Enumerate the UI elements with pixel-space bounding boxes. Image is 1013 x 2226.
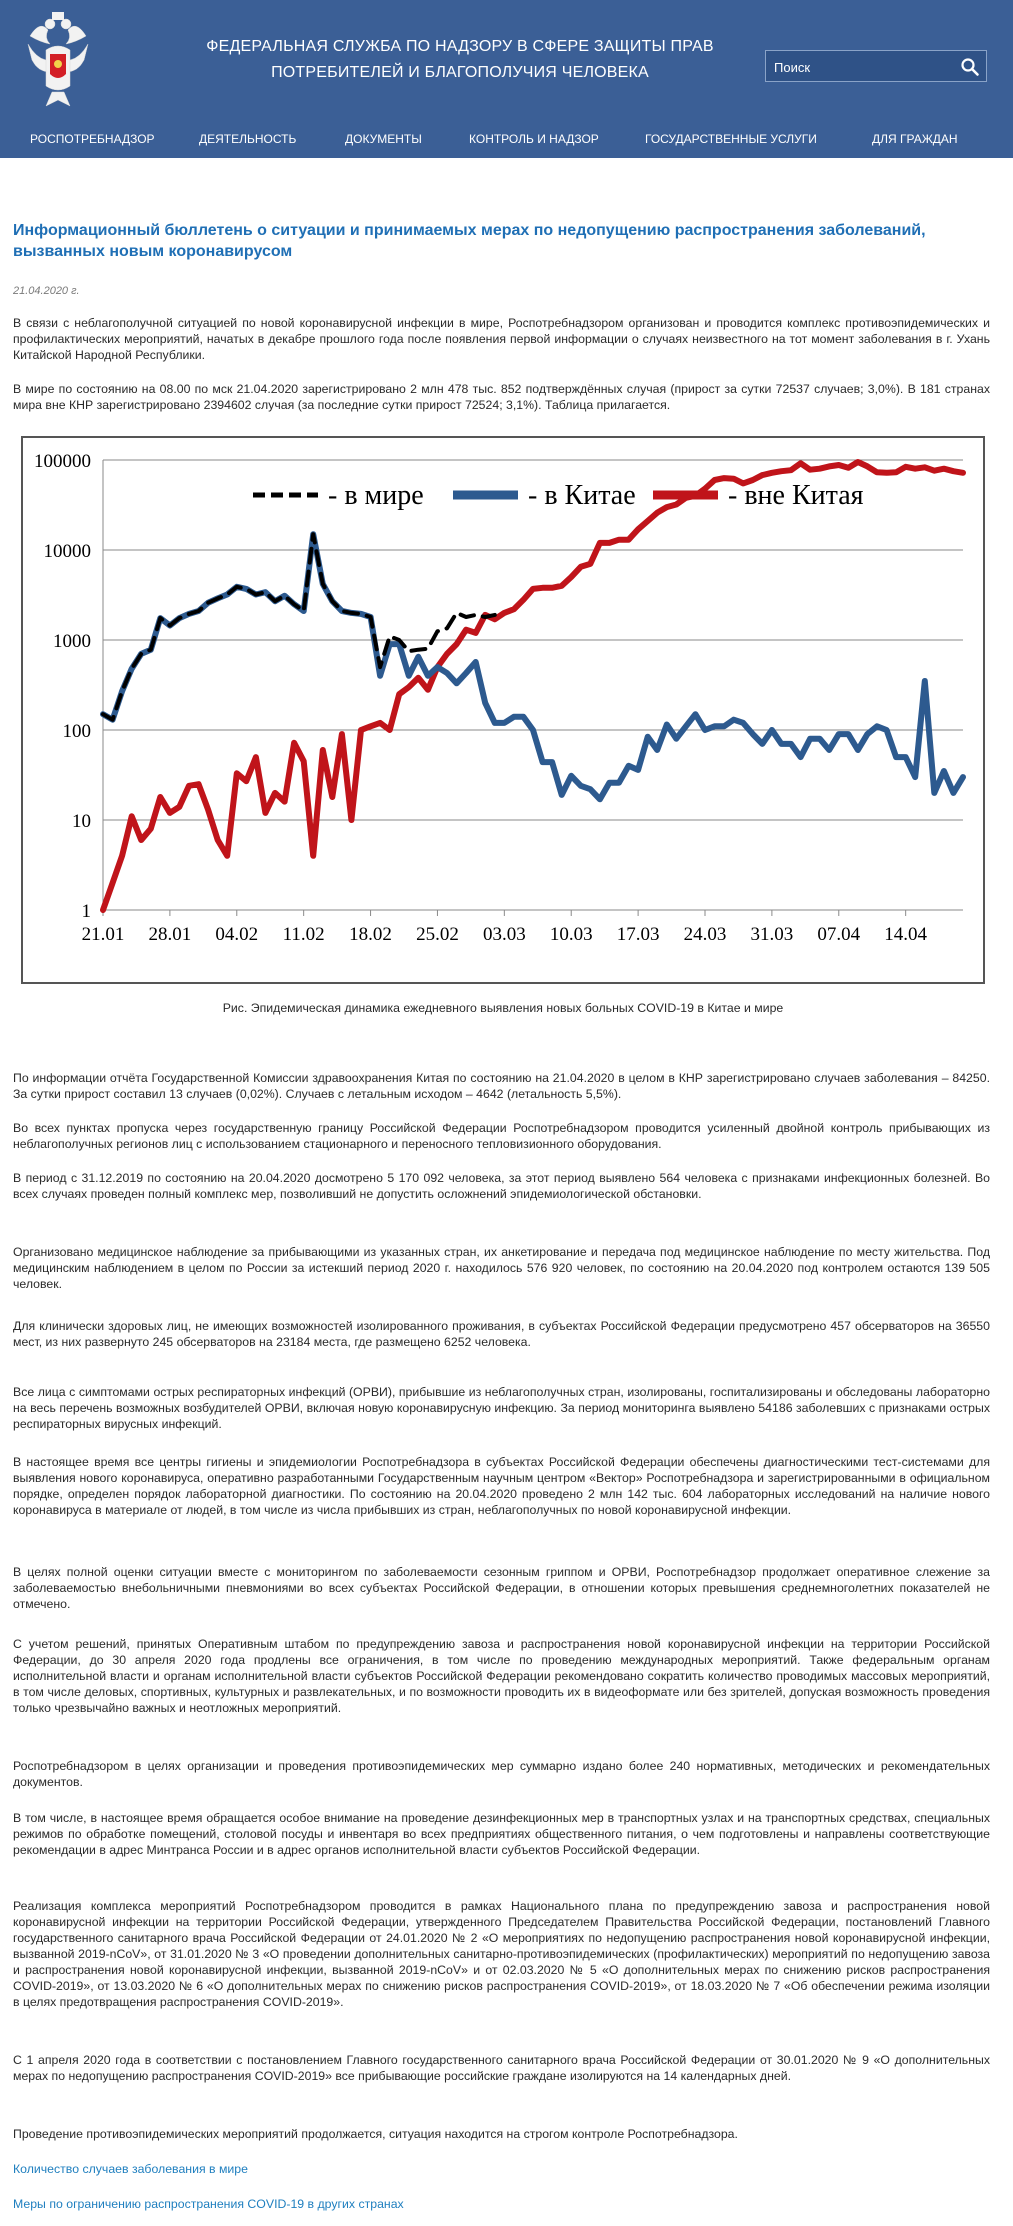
chart-svg (23, 438, 983, 982)
body-paragraph: Реализация комплекса мероприятий Роспотребнадзором проводится в рамках Национального плана по предупреждению завоза и распространения новой коронавирусной инфекции на территории Российской Федерации, утвержденного Председателем Правительства Российской Федерации, постановлений Главного государственного санитарного врача Российской Федерации от 24.01.2020 № 2 «О мероприятиях по недопущению распространения новой коронавирусной инфекции, вызванной 2019-nCoV», от 31.01.2020 № 3 «О проведении дополнительных санитарно-противоэпидемических (профилактических) мероприятий по недопущению завоза и распространения новой коронавирусной инфекции, вызванной 2019-nCoV» и от 02.03.2020 № 5 «О дополнительных мерах по снижению рисков распространения COVID-2019», от 13.03.2020 № 6 «О дополнительных мерах по снижению рисков распространения COVID-2019», от 18.03.2020 № 7 «Об обеспечении режима изоляции в целях предотвращения распространения COVID-2019». (13, 1899, 990, 2009)
nav-item-documents[interactable]: ДОКУМЕНТЫ (345, 132, 422, 146)
legend-label: - в Китае (528, 480, 636, 511)
body-paragraph: Во всех пунктах пропуска через государственную границу Российской Федерации Роспотребнадзором проводится усиленный двойной контроль прибывающих из неблагополучных регионов лиц с использованием стационарного и переносного тепловизионного оборудования. (13, 1121, 990, 1151)
y-tick-label: 10000 (43, 541, 91, 562)
series-line-2 (103, 462, 963, 910)
x-tick-label: 14.04 (884, 924, 928, 945)
x-tick-label: 04.02 (215, 924, 259, 945)
y-tick-label: 1 (81, 901, 91, 922)
series-line-1 (103, 534, 963, 799)
x-tick-label: 28.01 (148, 924, 192, 945)
series-line-0 (103, 534, 495, 720)
site-title-line-2: ПОТРЕБИТЕЛЕЙ И БЛАГОПОЛУЧИЯ ЧЕЛОВЕКА (271, 64, 649, 81)
nav-item-public-services[interactable]: ГОСУДАРСТВЕННЫЕ УСЛУГИ (645, 132, 817, 146)
search-input[interactable] (772, 55, 946, 79)
site-title-line-1: ФЕДЕРАЛЬНАЯ СЛУЖБА ПО НАДЗОРУ В СФЕРЕ ЗАЩИТЫ ПРАВ (206, 38, 714, 55)
body-paragraph: Роспотребнадзором в целях организации и проведения противоэпидемических мер суммарно издано более 240 нормативных, методических и рекомендательных документов. (13, 1759, 990, 1789)
link-world-cases[interactable]: Количество случаев заболевания в мире (13, 2162, 248, 2176)
body-paragraph: Организовано медицинское наблюдение за прибывающими из указанных стран, их анкетирование и передача под медицинское наблюдение по месту жительства. Под медицинским наблюдением в целом по России за истекший период 2020 г. находилось 576 920 человек, по состоянию на 20.04.2020 под контролем остаются 139 505 человек. (13, 1245, 990, 1291)
epidemic-chart (21, 436, 985, 984)
nav-item-rospotrebnadzor[interactable]: РОСПОТРЕБНАДЗОР (30, 132, 155, 146)
body-paragraph: Все лица с симптомами острых респираторных инфекций (ОРВИ), прибывшие из неблагополучных стран, изолированы, госпитализированы и обследованы лабораторно на весь перечень возможных возбудителей ОРВИ, включая новую коронавирусную инфекцию. За период мониторинга выявлено 54186 заболевших с признаками острых респираторных вирусных инфекций. (13, 1385, 990, 1431)
x-tick-label: 21.01 (81, 924, 125, 945)
body-paragraph: В настоящее время все центры гигиены и эпидемиологии Роспотребнадзора в субъектах Российской Федерации обеспечены диагностическими тест-системами для выявления нового коронавируса, оперативно разработанными Государственным научным центром «Вектор» Роспотребнадзора и зарегистрированными в официальном порядке, определен порядок лабораторной диагностики. По состоянию на 20.04.2020 проведено 2 млн 142 тыс. 604 лабораторных исследований на наличие нового коронавируса в материале от людей, в том числе из числа прибывших из стран, неблагополучных по новой коронавирусной инфекции. (13, 1455, 990, 1517)
body-paragraph: Проведение противоэпидемических мероприятий продолжается, ситуация находится на строгом контроле Роспотребнадзора. (13, 2127, 738, 2141)
main-navigation (0, 130, 1013, 152)
nav-item-for-citizens[interactable]: ДЛЯ ГРАЖДАН (872, 132, 958, 146)
x-tick-label: 31.03 (750, 924, 794, 945)
site-title[interactable] (190, 34, 730, 86)
x-tick-label: 25.02 (416, 924, 459, 945)
x-tick-label: 11.02 (282, 924, 325, 945)
nav-item-activity[interactable]: ДЕЯТЕЛЬНОСТЬ (199, 132, 297, 146)
x-tick-label: 10.03 (549, 924, 593, 945)
intro-paragraph: В связи с неблагополучной ситуацией по новой коронавирусной инфекции в мире, Роспотребнадзором организован и проводится комплекс противоэпидемических и профилактических мероприятий, начатых в декабре прошлого года после появления первой информации о случаях неизвестного на тот момент заболевания в г. Ухань Китайской Народной Республики. (13, 316, 990, 362)
body-paragraph: В целях полной оценки ситуации вместе с мониторингом по заболеваемости сезонным гриппом и ОРВИ, Роспотребнадзор продолжает оперативное слежение за заболеваемостью внебольничными пневмониями во всех субъектах Российской Федерации, в отношении которых превышения среднемноголетних показателей не отмечено. (13, 1565, 990, 1611)
x-tick-label: 24.03 (683, 924, 727, 945)
chart-caption: Рис. Эпидемическая динамика ежедневного выявления новых больных COVID-19 в Китае и мире (222, 1001, 784, 1015)
body-paragraph: С учетом решений, принятых Оперативным штабом по предупреждению завоза и распространения новой коронавирусной инфекции на территории Российской Федерации, до 30 апреля 2020 года продлены все ограничения, в том числе по проведению международных мероприятий. Также федеральным органам исполнительной власти и органам исполнительной власти субъектов Российской Федерации рекомендовано сократить количество проводимых массовых мероприятий, в том числе деловых, спортивных, культурных и развлекательных, и по возможности проводить их в видеоформате или без зрителей, допуская возможность проведения только чрезвычайно важных и неотложных мероприятий. (13, 1637, 990, 1715)
body-paragraph: С 1 апреля 2020 года в соответствии с постановлением Главного государственного санитарного врача Российской Федерации от 30.01.2020 № 9 «О дополнительных мерах по недопущению распространения COVID-2019» все прибывающие российские граждане изолируются на 14 календарных дней. (13, 2053, 990, 2083)
publication-date: 21.04.2020 г. (13, 285, 80, 297)
legend-label: - вне Китая (728, 480, 864, 511)
search-box (765, 50, 987, 82)
y-tick-label: 10 (72, 811, 91, 832)
link-restriction-measures[interactable]: Меры по ограничению распространения COVID-19 в других странах (13, 2197, 404, 2211)
x-tick-label: 17.03 (616, 924, 660, 945)
nav-item-control-and-supervision[interactable]: КОНТРОЛЬ И НАДЗОР (469, 132, 599, 146)
coat-of-arms-logo[interactable] (26, 8, 90, 118)
body-paragraph: По информации отчёта Государственной Комиссии здравоохранения Китая по состоянию на 21.04.2020 в целом в КНР зарегистрировано случаев заболевания – 84250. За сутки прирост составил 13 случаев (0,02%). Случаев с летальным исходом – 4642 (летальность 5,5%). (13, 1071, 990, 1101)
body-paragraph: В период с 31.12.2019 по состоянию на 20.04.2020 досмотрено 5 170 092 человека, за этот период выявлено 564 человека с признаками инфекционных болезней. Во всех случаях проведен полный комплекс мер, позволивший не допустить осложнений эпидемиологической обстановки. (13, 1171, 990, 1201)
y-tick-label: 1000 (53, 631, 91, 652)
intro-paragraph: В мире по состоянию на 08.00 по мск 21.04.2020 зарегистрировано 2 млн 478 тыс. 852 подтверждённых случая (прирост за сутки 72537 случаев; 3,0%). В 181 странах мира вне КНР зарегистрировано 2394602 случая (за последние сутки прирост 72524; 3,1%). Таблица прилагается. (13, 382, 990, 412)
x-tick-label: 18.02 (349, 924, 392, 945)
y-tick-label: 100 (62, 721, 91, 742)
body-paragraph: Для клинически здоровых лиц, не имеющих возможностей изолированного проживания, в субъектах Российской Федерации предусмотрено 457 обсерваторов на 36550 мест, из них развернуто 245 обсерваторов на 23184 места, где размещено 6252 человека. (13, 1319, 990, 1349)
x-tick-label: 03.03 (482, 924, 526, 945)
x-tick-label: 07.04 (817, 924, 861, 945)
legend-label: - в мире (328, 480, 424, 511)
page-title: Информационный бюллетень о ситуации и принимаемых мерах по недопущению распространения заболеваний, вызванных новым коронавирусом (13, 222, 926, 260)
search-icon[interactable] (960, 57, 980, 77)
y-tick-label: 100000 (34, 451, 91, 472)
body-paragraph: В том числе, в настоящее время обращается особое внимание на проведение дезинфекционных мер в транспортных узлах и на транспортных средствах, специальных режимов по обработке помещений, столовой посуды и инвентаря во всех предприятиях общественного питания, о чем подготовлены и направлены соответствующие рекомендации в адрес Минтранса России и в адрес органов исполнительной власти субъектов Российской Федерации. (13, 1811, 990, 1857)
site-header (0, 0, 1013, 158)
